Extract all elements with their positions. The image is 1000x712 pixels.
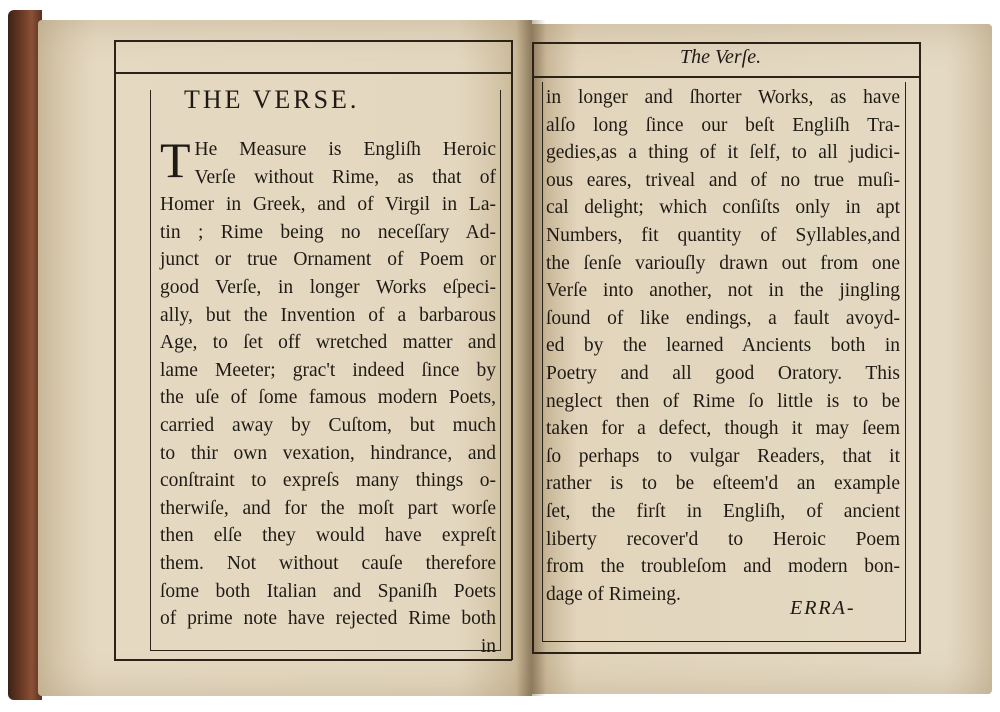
- text-line: to thir own vexation, hindrance, and: [160, 442, 496, 464]
- text-line: from the troubleſom and modern bon-: [546, 556, 900, 578]
- text-line: then elſe they would have expreſt: [160, 525, 496, 547]
- text-line: carried away by Cuſtom, but much: [160, 414, 496, 436]
- text-line: of prime note have rejected Rime both: [160, 608, 496, 630]
- text-line: ſet, the firſt in Engliſh, of ancient: [546, 500, 900, 522]
- right-frame-top-inner: [532, 76, 920, 78]
- left-text-box-right: [500, 90, 501, 650]
- right-frame-right: [919, 42, 921, 654]
- left-frame-top: [114, 40, 512, 42]
- text-line: ed by the learned Ancients both in: [546, 335, 900, 357]
- text-line: Numbers, fit quantity of Syllables,and: [546, 224, 900, 246]
- text-line: tin ; Rime being no neceſſary Ad-: [160, 221, 496, 243]
- text-line: Verſe without Rime, as that of: [194, 166, 496, 188]
- text-line: gedies,as a thing of it ſelf, to all judici-: [546, 142, 900, 164]
- text-line: therwiſe, and for the moſt part worſe: [160, 497, 496, 519]
- right-text-box-bottom: [542, 641, 906, 642]
- right-text-box-left: [542, 82, 543, 642]
- text-line: dage of Rimeing.: [546, 583, 681, 605]
- text-line: rather is to be eſteem'd an example: [546, 473, 900, 495]
- left-frame-left: [114, 40, 116, 660]
- catchword-errata: ERRA-: [790, 597, 856, 619]
- text-line: them. Not without cauſe therefore: [160, 552, 496, 574]
- text-line: in longer and ſhorter Works, as have: [546, 87, 900, 108]
- text-line: taken for a defect, though it may ſeem: [546, 418, 900, 440]
- text-line: Verſe into another, not in the jingling: [546, 280, 900, 302]
- right-text-box-right: [905, 82, 906, 642]
- text-line: ſome both Italian and Spaniſh Poets: [160, 580, 496, 602]
- text-line: Age, to ſet off wretched matter and: [160, 332, 496, 354]
- text-line: liberty recover'd to Heroic Poem: [546, 528, 900, 550]
- text-line: conſtraint to expreſs many things o-: [160, 470, 496, 492]
- right-frame-left: [532, 42, 534, 654]
- left-frame-right: [511, 40, 513, 660]
- page-title: THE VERSE.: [184, 85, 360, 114]
- right-frame-bottom: [532, 652, 920, 654]
- text-line: neglect then of Rime ſo little is to be: [546, 390, 900, 412]
- text-line: He Measure is Engliſh Heroic: [194, 139, 496, 160]
- text-line: ſound of like endings, a fault avoyd-: [546, 307, 900, 329]
- left-frame-top-inner: [114, 72, 512, 74]
- book-cover-edge: [8, 10, 42, 700]
- drop-cap-letter: T: [160, 132, 191, 188]
- text-line: junct or true Ornament of Poem or: [160, 249, 496, 271]
- left-page-body: [160, 132, 496, 660]
- running-head: The Verſe.: [680, 46, 762, 68]
- text-line: the uſe of ſome famous modern Poets,: [160, 387, 496, 409]
- right-page-body: [546, 84, 900, 608]
- text-line: lame Meeter; grac't indeed ſince by: [160, 359, 496, 381]
- text-line: the ſenſe variouſly drawn out from one: [546, 252, 900, 274]
- text-line: Poetry and all good Oratory. This: [546, 362, 900, 384]
- catchword: in: [480, 635, 496, 657]
- text-line: good Verſe, in longer Works eſpeci-: [160, 276, 496, 298]
- left-text-box-left: [150, 90, 151, 650]
- text-line: alſo long ſince our beſt Engliſh Tra-: [546, 114, 900, 136]
- text-line: ous eares, triveal and of no true muſi-: [546, 169, 900, 191]
- text-line: cal delight; which conſiſts only in apt: [546, 197, 900, 219]
- text-line: ally, but the Invention of a barbarous: [160, 304, 496, 326]
- right-frame-top: [532, 42, 920, 44]
- text-line: ſo perhaps to vulgar Readers, that it: [546, 445, 900, 467]
- text-line: Homer in Greek, and of Virgil in La-: [160, 194, 496, 216]
